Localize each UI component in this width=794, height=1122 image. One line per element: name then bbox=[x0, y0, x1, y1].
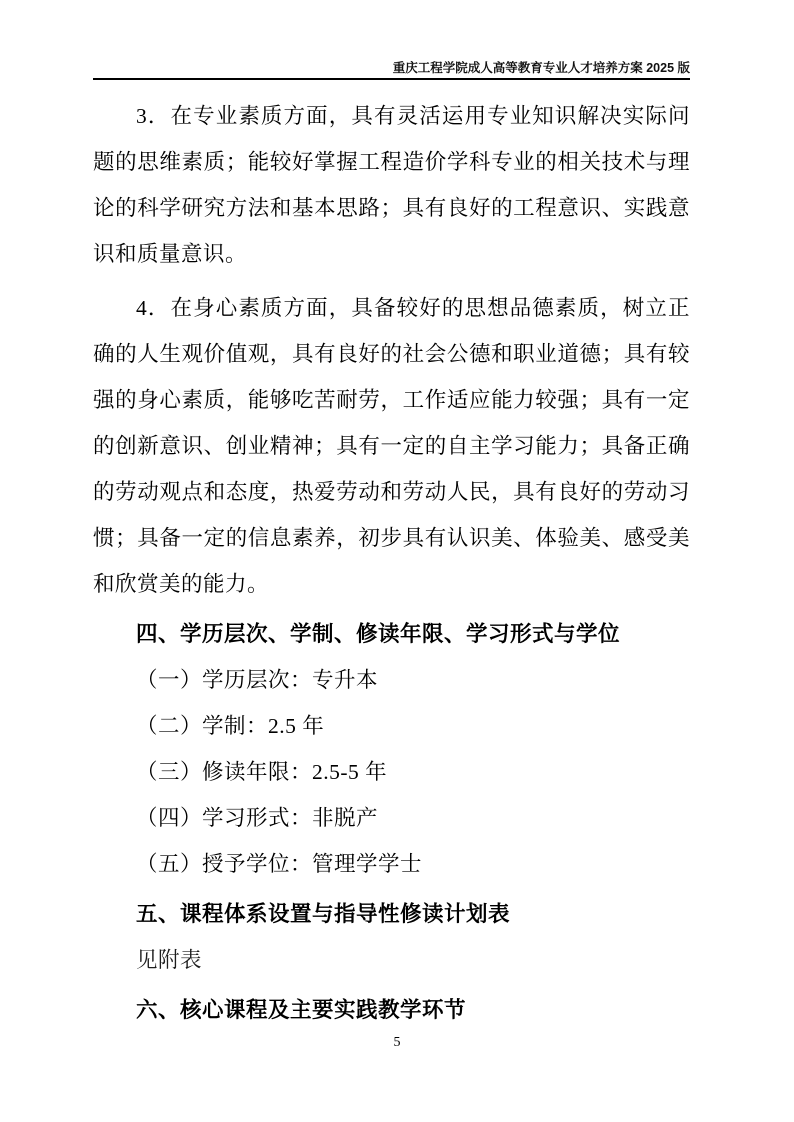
see-attached-table-note: 见附表 bbox=[136, 948, 203, 972]
section-4-list bbox=[93, 657, 690, 887]
list-item-education-level: （一）学历层次：专升本 bbox=[136, 668, 379, 692]
section-heading-5: 五、课程体系设置与指导性修读计划表 bbox=[136, 902, 511, 926]
paragraph-professional-quality: 3．在专业素质方面，具有灵活运用专业知识解决实际问题的思维素质；能较好掌握工程造价学科专业的相关技术与理论的科学研究方法和基本思路；具有良好的工程意识、实践意识和质量意识。 bbox=[93, 104, 690, 266]
section-heading-6: 六、核心课程及主要实践教学环节 bbox=[136, 998, 467, 1022]
list-item-schooling-length: （二）学制：2.5 年 bbox=[136, 714, 325, 738]
paragraph-physical-mental-quality: 4．在身心素质方面，具备较好的思想品德素质，树立正确的人生观价值观，具有良好的社会公德和职业道德；具有较强的身心素质，能够吃苦耐劳，工作适应能力较强；具有一定的创新意识、创业精神；具有一定的自主学习能力；具备正确的劳动观点和态度，热爱劳动和劳动人民，具有良好的劳动习惯；具备一定的信息素养，初步具有认识美、体验美、感受美和欣赏美的能力。 bbox=[93, 296, 690, 596]
list-item-study-form: （四）学习形式：非脱产 bbox=[136, 806, 379, 830]
section-heading-4: 四、学历层次、学制、修读年限、学习形式与学位 bbox=[136, 622, 621, 646]
list-item-degree-awarded: （五）授予学位：管理学学士 bbox=[136, 852, 423, 876]
page-number: 5 bbox=[393, 1035, 401, 1050]
running-header: 重庆工程学院成人高等教育专业人才培养方案 2025 版 bbox=[93, 60, 690, 80]
list-item-study-years: （三）修读年限：2.5-5 年 bbox=[136, 760, 388, 784]
